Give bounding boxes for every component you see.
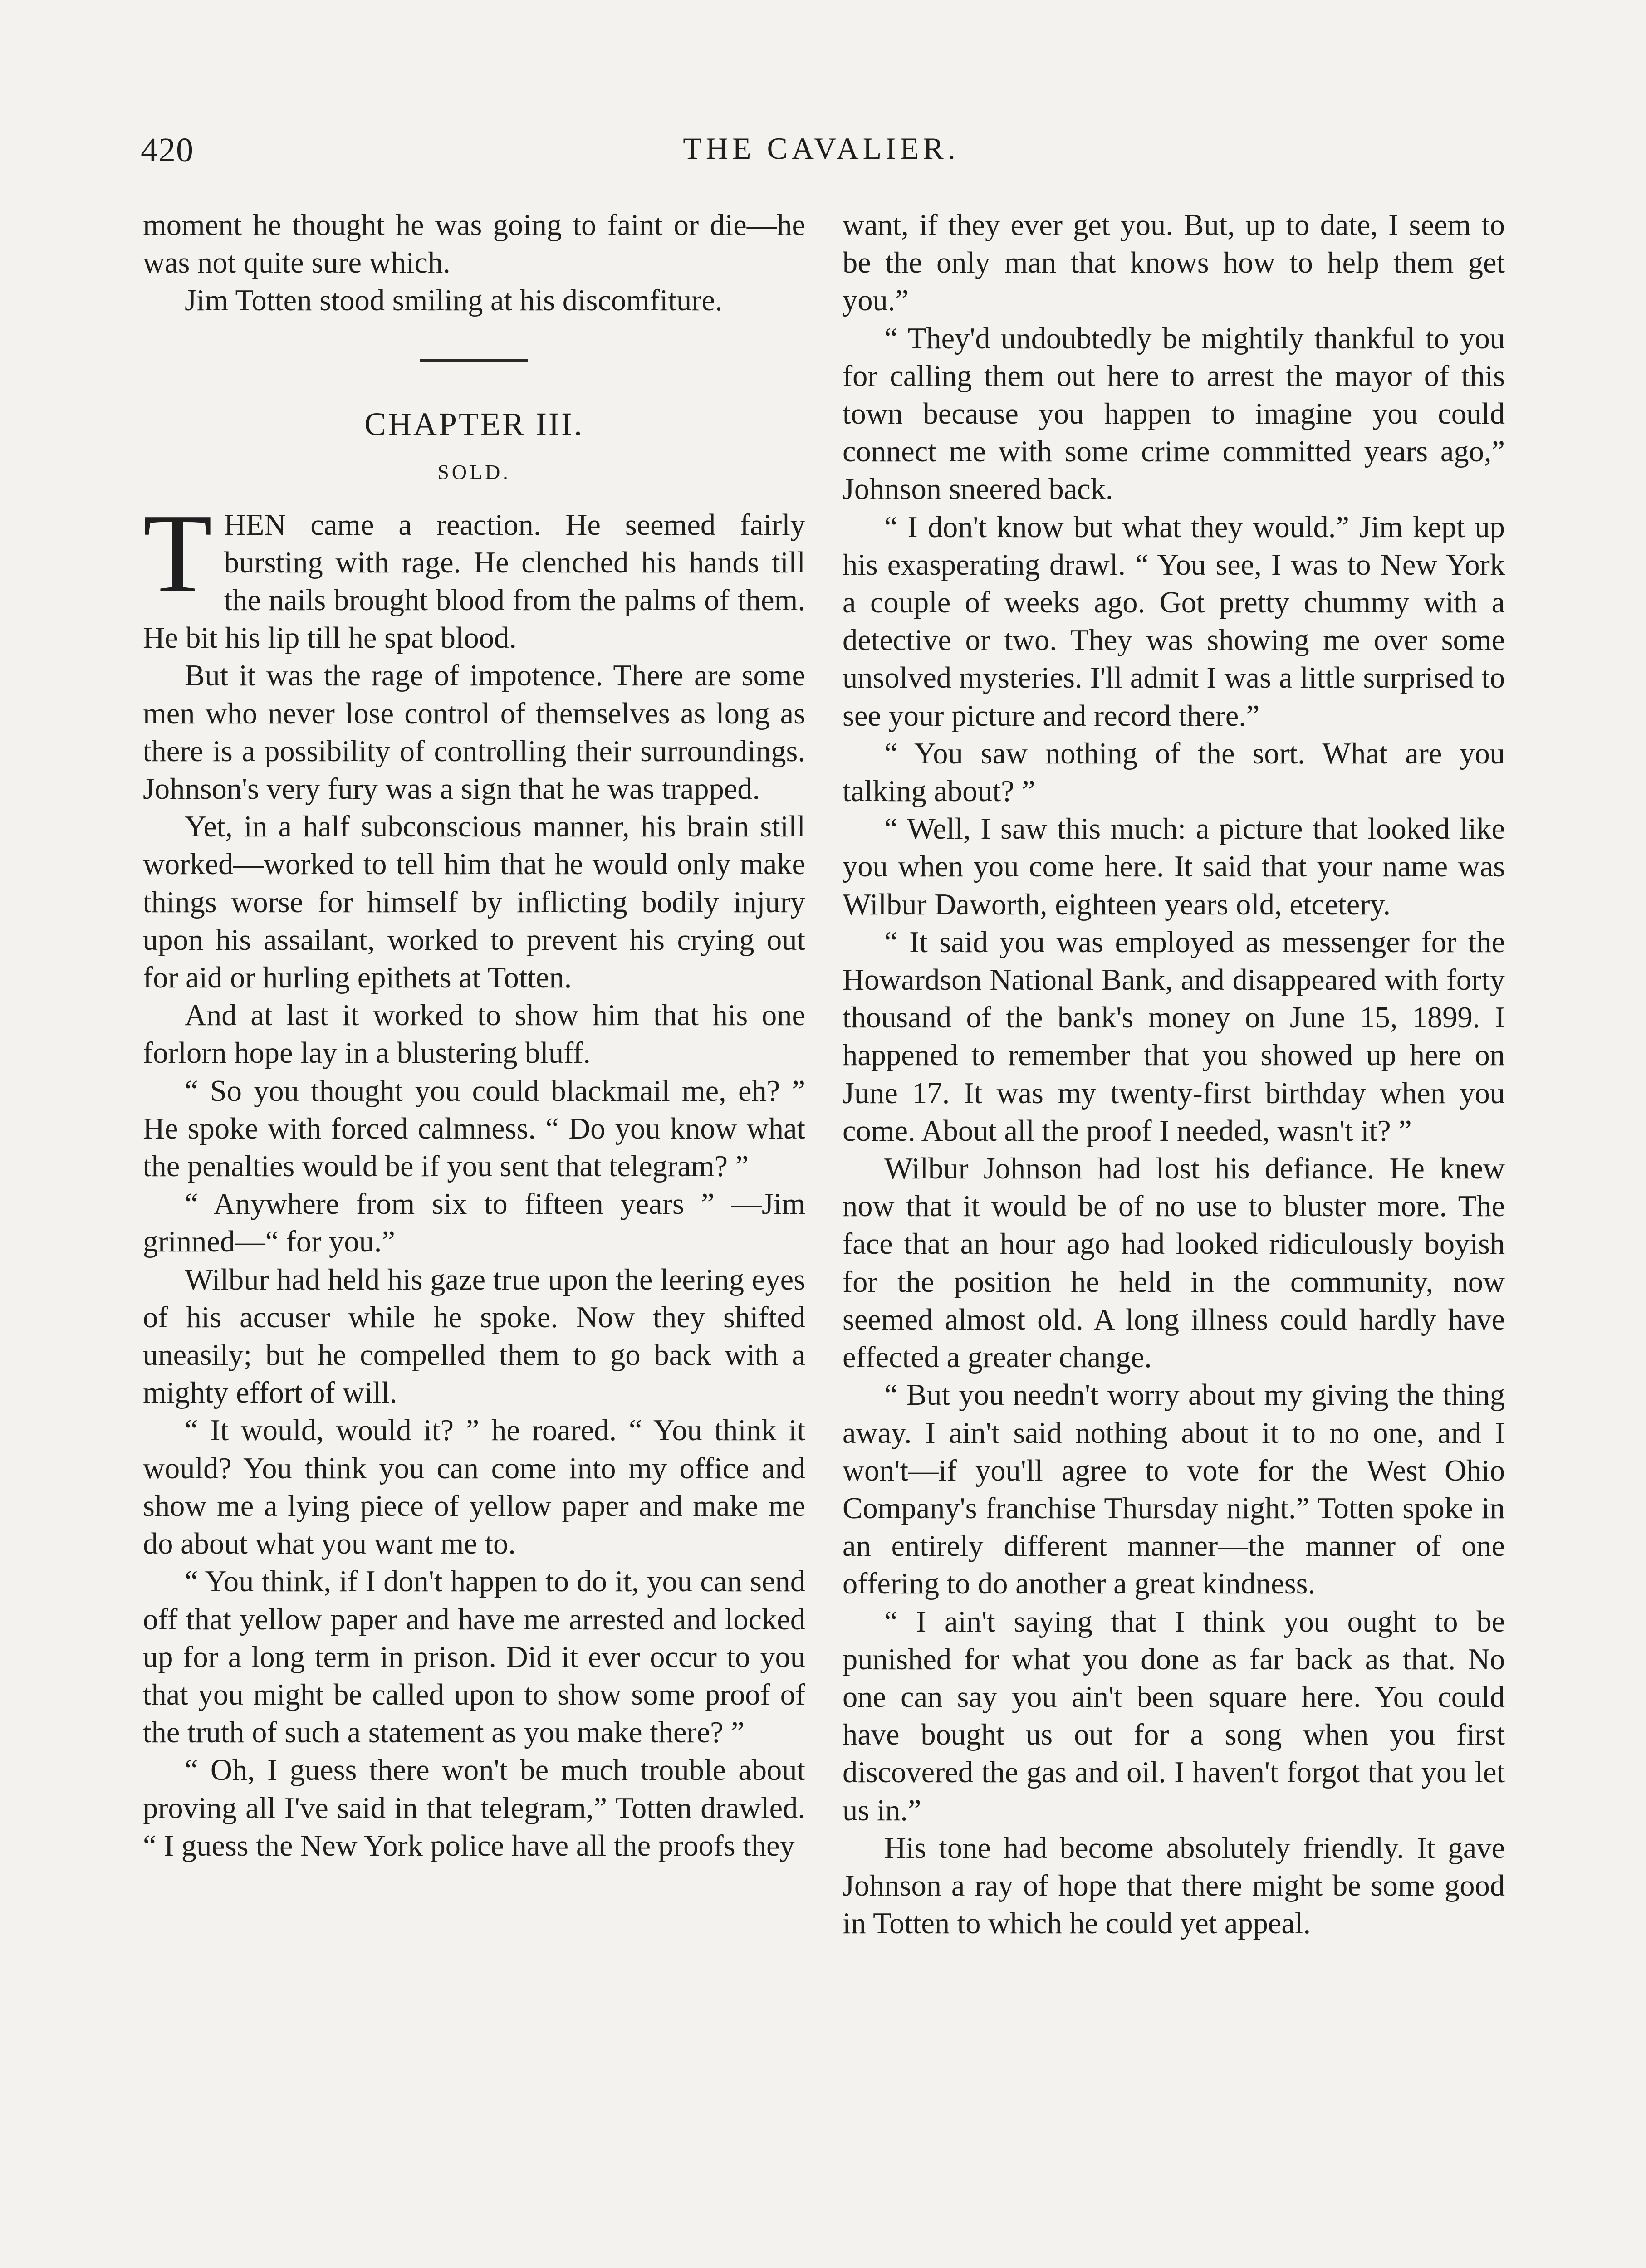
paragraph: moment he thought he was going to faint or die—he was not quite sure which. bbox=[143, 209, 805, 280]
paragraph: Yet, in a half subconscious manner, his brain still worked—worked to tell him that he would only make things worse for himself by inflicting bodily injury upon his assailant, worked to prevent his crying out for aid or hurling epithets at Totten. bbox=[143, 810, 805, 995]
paragraph: And at last it worked to show him that his one forlorn hope lay in a blustering bluff. bbox=[143, 999, 805, 1070]
chapter-opening-paragraph bbox=[143, 490, 805, 657]
paragraph: “ So you thought you could blackmail me, eh? ” He spoke with forced calmness. “ Do you know what the penalties would be if you sent that telegram? ” bbox=[143, 1074, 805, 1183]
paragraph: “ You saw nothing of the sort. What are you talking about? ” bbox=[843, 737, 1505, 808]
paragraph: “ Anywhere from six to fifteen years ” —Jim grinned—“ for you.” bbox=[143, 1188, 805, 1259]
running-title: THE CAVALIER. bbox=[683, 131, 960, 166]
paragraph: “ Oh, I guess there won't be much trouble about proving all I've said in that telegram,” Totten drawled. “ I guess the New York police have all the proofs they bbox=[143, 1754, 805, 1862]
chapter-title: CHAPTER III. bbox=[364, 406, 584, 442]
paragraph: But it was the rage of impotence. There are some men who never lose control of themselves as long as there is a possibility of controlling their surroundings. Johnson's very fury was a sign that he was trapped. bbox=[143, 659, 805, 806]
paragraph: “ I don't know but what they would.” Jim kept up his exasperating drawl. “ You see, I was to New York a couple of weeks ago. Got pretty chummy with a detective or two. They was showing me over some unsolved mysteries. I'll admit I was a little surprised to see your picture and record there.” bbox=[843, 510, 1505, 733]
page-header bbox=[141, 126, 1502, 176]
paragraph: Wilbur had held his gaze true upon the leering eyes of his accuser while he spoke. Now they shifted uneasily; but he compelled them to go back with a mighty effort of will. bbox=[143, 1263, 805, 1410]
right-column bbox=[843, 206, 1505, 1942]
paragraph: “ It would, would it? ” he roared. “ You think it would? You think you can come into my office and show me a lying piece of yellow paper and make me do about what you want me to. bbox=[143, 1414, 805, 1561]
page-number: 420 bbox=[141, 131, 194, 169]
section-divider bbox=[420, 359, 528, 362]
paragraph: “ But you needn't worry about my giving the thing away. I ain't said nothing about it to no one, and I won't—if you'll agree to vote for the West Ohio Company's franchise Thursday night.” Totten spoke in an entirely different manner—the manner of one offering to do another a great kindness. bbox=[843, 1378, 1505, 1601]
paragraph: His tone had become absolutely friendly. It gave Johnson a ray of hope that there might be some good in Totten to which he could yet appeal. bbox=[843, 1831, 1505, 1941]
paragraph: “ You think, if I don't happen to do it, you can send off that yellow paper and have me arrested and locked up for a long term in prison. Did it ever occur to you that you might be called upon to show some proof of the truth of such a statement as you make there? ” bbox=[143, 1565, 805, 1750]
paragraph: “ I ain't saying that I think you ought to be punished for what you done as far back as that. No one can say you ain't been square here. You could have bought us out for a song when you first discovered the gas and oil. I haven't forgot that you let us in.” bbox=[843, 1605, 1505, 1827]
paragraph: “ It said you was employed as messenger for the Howardson National Bank, and disappeared with forty thousand of the bank's money on June 15, 1899. I happened to remember that you showed up here on June 17. It was my twenty-first birthday when you come. About all the proof I needed, wasn't it? ” bbox=[843, 925, 1505, 1148]
chapter-subtitle: SOLD. bbox=[437, 460, 511, 484]
paragraph: Jim Totten stood smiling at his discomfiture. bbox=[185, 284, 723, 318]
opening-text: HEN came a reaction. He seemed fairly bursting with rage. He clenched his hands till the nails brought blood from the palms of them. He bit his lip till he spat blood. bbox=[143, 508, 805, 655]
paragraph: want, if they ever get you. But, up to date, I seem to be the only man that knows how to help them get you.” bbox=[843, 209, 1505, 318]
drop-cap: T bbox=[143, 490, 212, 616]
paragraph: “ They'd undoubtedly be mightily thankful to you for calling them out here to arrest the mayor of this town because you happen to imagine you could connect me with some crime committed years ago,” Johnson sneered back. bbox=[843, 322, 1505, 506]
left-column bbox=[143, 206, 805, 1865]
paragraph: Wilbur Johnson had lost his defiance. He knew now that it would be of no use to bluster more. The face that an hour ago had looked ridiculously boyish for the position he held in the community, now seemed almost old. A long illness could hardly have effected a greater change. bbox=[843, 1152, 1505, 1374]
paragraph: “ Well, I saw this much: a picture that looked like you when you come here. It said that your name was Wilbur Daworth, eighteen years old, etcetery. bbox=[843, 812, 1505, 921]
